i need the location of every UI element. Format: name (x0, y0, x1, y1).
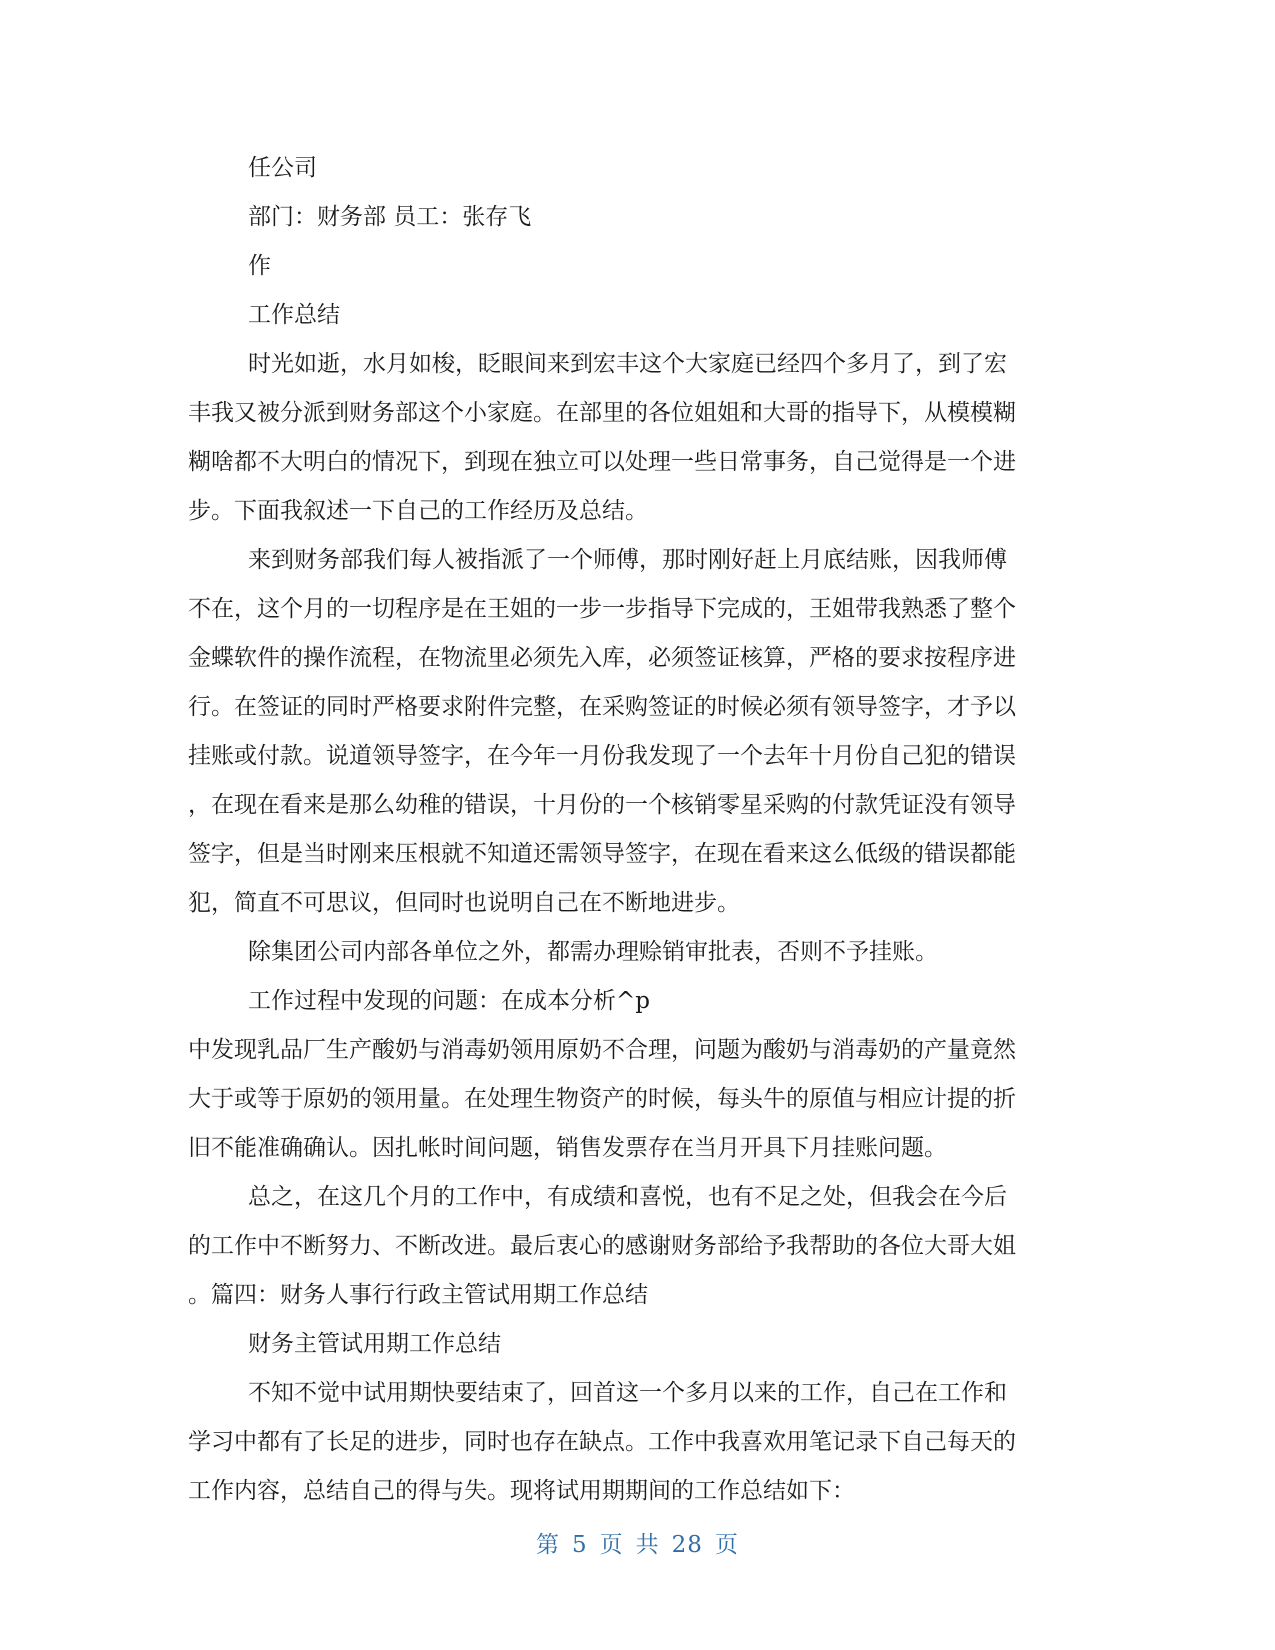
page-footer (0, 1526, 1275, 1559)
document-body (188, 144, 1088, 1516)
text-line: 部门：财务部 员工：张存飞 (248, 204, 532, 230)
footer-total-label: 共 (635, 1532, 660, 1558)
text-line: 来到财务部我们每人被指派了一个师傅，那时刚好赶上月底结账，因我师傅 (248, 547, 1007, 573)
text-line: 的工作中不断努力、不断改进。最后衷心的感谢财务部给予我帮助的各位大哥大姐 (188, 1233, 1016, 1259)
text-line: 工作内容，总结自己的得与失。现将试用期期间的工作总结如下： (188, 1478, 855, 1504)
text-line: 旧不能准确确认。因扎帐时间问题，销售发票存在当月开具下月挂账问题。 (188, 1135, 947, 1161)
text-line: 不知不觉中试用期快要结束了，回首这一个多月以来的工作，自己在工作和 (248, 1380, 1007, 1406)
footer-page-number: 5 (572, 1532, 588, 1558)
text-line: 作 (248, 253, 271, 279)
text-line: 总之，在这几个月的工作中，有成绩和喜悦，也有不足之处，但我会在今后 (248, 1184, 1007, 1210)
text-line: 。篇四：财务人事行行政主管试用期工作总结 (188, 1282, 648, 1308)
text-line: 行。在签证的同时严格要求附件完整，在采购签证的时候必须有领导签字，才予以 (188, 694, 1016, 720)
text-line: 时光如逝，水月如梭，眨眼间来到宏丰这个大家庭已经四个多月了，到了宏 (248, 351, 1007, 377)
text-line: 丰我又被分派到财务部这个小家庭。在部里的各位姐姐和大哥的指导下，从模模糊 (188, 400, 1016, 426)
text-line: 除集团公司内部各单位之外，都需办理赊销审批表，否则不予挂账。 (248, 939, 938, 965)
footer-prefix: 第 (536, 1532, 561, 1558)
text-line: 挂账或付款。说道领导签字，在今年一月份我发现了一个去年十月份自己犯的错误 (188, 743, 1016, 769)
text-line: 工作过程中发现的问题：在成本分析^p (248, 988, 650, 1014)
text-line: 财务主管试用期工作总结 (248, 1331, 501, 1357)
footer-page-label: 页 (599, 1532, 624, 1558)
text-line: 学习中都有了长足的进步，同时也存在缺点。工作中我喜欢用笔记录下自己每天的 (188, 1429, 1016, 1455)
footer-total-pages: 28 (671, 1532, 703, 1558)
text-line: ，在现在看来是那么幼稚的错误，十月份的一个核销零星采购的付款凭证没有领导 (188, 792, 1016, 818)
text-line: 不在，这个月的一切程序是在王姐的一步一步指导下完成的，王姐带我熟悉了整个 (188, 596, 1016, 622)
text-line: 工作总结 (248, 302, 340, 328)
text-line: 大于或等于原奶的领用量。在处理生物资产的时候，每头牛的原值与相应计提的折 (188, 1086, 1016, 1112)
footer-suffix: 页 (714, 1532, 739, 1558)
text-line: 步。下面我叙述一下自己的工作经历及总结。 (188, 498, 648, 524)
text-line: 任公司 (248, 155, 317, 181)
text-line: 金蝶软件的操作流程，在物流里必须先入库，必须签证核算，严格的要求按程序进 (188, 645, 1016, 671)
text-line: 中发现乳品厂生产酸奶与消毒奶领用原奶不合理，问题为酸奶与消毒奶的产量竟然 (188, 1037, 1016, 1063)
text-line: 糊啥都不大明白的情况下，到现在独立可以处理一些日常事务，自己觉得是一个进 (188, 449, 1016, 475)
text-line: 犯，简直不可思议，但同时也说明自己在不断地进步。 (188, 890, 740, 916)
text-line: 签字，但是当时刚来压根就不知道还需领导签字，在现在看来这么低级的错误都能 (188, 841, 1016, 867)
